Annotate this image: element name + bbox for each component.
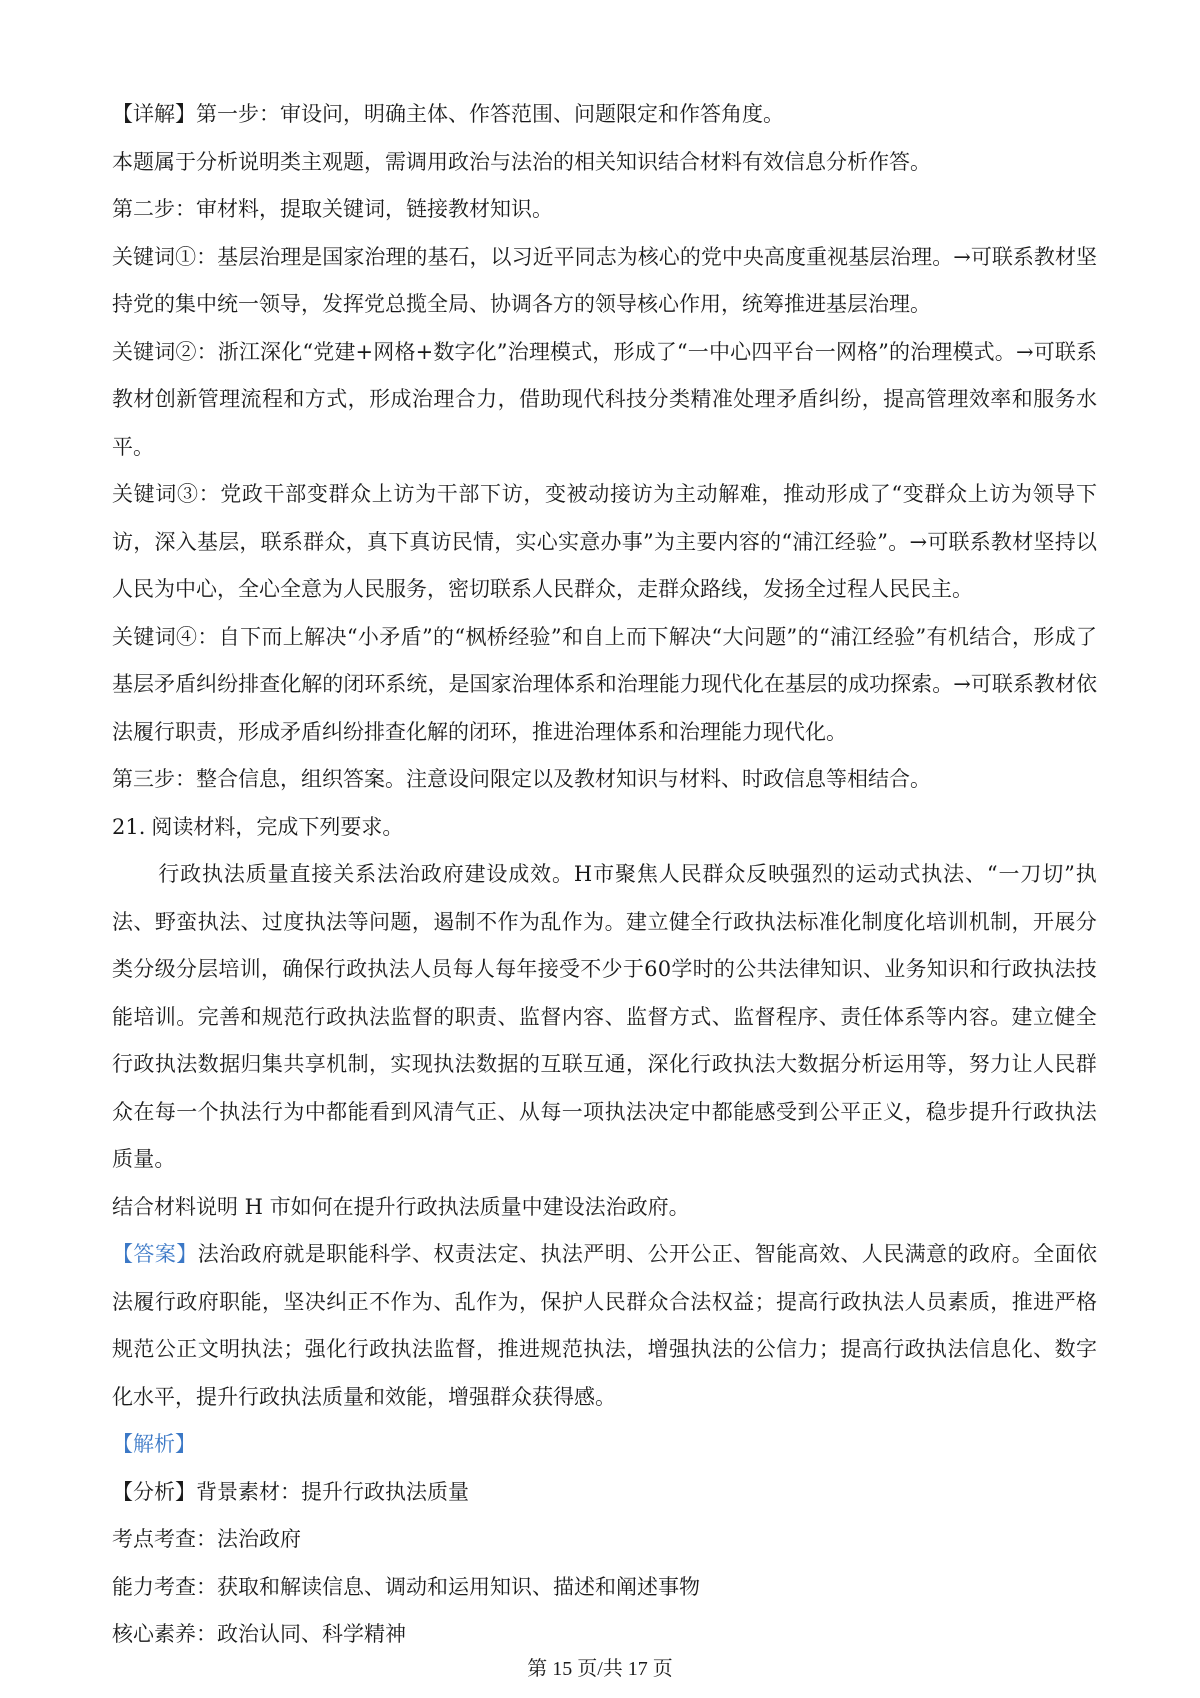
analysis-ability: 能力考查：获取和解读信息、调动和运用知识、描述和阐述事物 xyxy=(112,1574,700,1599)
analysis-tag: 【解析】 xyxy=(112,1432,196,1456)
answer-block xyxy=(112,1231,1097,1421)
analysis-literacy: 核心素养：政治认同、科学精神 xyxy=(112,1622,406,1646)
explanation-keyword-3: 关键词③：党政干部变群众上访为干部下访，变被动接访为主动解难，推动形成了“变群众上访为领导下访，深入基层，联系群众，真下真访民情，实心实意办事”为主要内容的“浦江经验”。→可联系教材坚持以人民为中心，全心全意为人民服务，密切联系人民群众，走群众路线，发扬全过程人民民主。 xyxy=(112,482,1097,601)
explanation-keyword-2: 关键词②：浙江深化“党建+网格+数字化”治理模式，形成了“一中心四平台一网格”的治理模式。→可联系教材创新管理流程和方式，形成治理合力，借助现代科技分类精准处理矛盾纠纷，提高管理效率和服务水平。 xyxy=(112,339,1097,459)
question-21-header xyxy=(112,804,1097,852)
question-prompt: 阅读材料，完成下列要求。 xyxy=(151,814,404,839)
answer-text: 法治政府就是职能科学、权责法定、执法严明、公开公正、智能高效、人民满意的政府。全面依法履行政府职能，坚决纠正不作为、乱作为，保护人民群众合法权益；提高行政执法人员素质，推进严格规范公正文明执法；强化行政执法监督，推进规范执法，增强执法的公信力；提高行政执法信息化、数字化水平，提升行政执法质量和效能，增强群众获得感。 xyxy=(112,1242,1098,1409)
analysis-background: 【分析】背景素材：提升行政执法质量 xyxy=(112,1479,469,1504)
explanation-type-note: 本题属于分析说明类主观题，需调用政治与法治的相关知识结合材料有效信息分析作答。 xyxy=(112,149,931,174)
answer-tag: 【答案】 xyxy=(112,1242,198,1266)
explanation-step1: 【详解】第一步：审设问，明确主体、作答范围、问题限定和作答角度。 xyxy=(112,102,784,126)
explanation-step2: 第二步：审材料，提取关键词，链接教材知识。 xyxy=(112,197,553,221)
question-material: 行政执法质量直接关系法治政府建设成效。H市聚焦人民群众反映强烈的运动式执法、“一刀切”执法、野蛮执法、过度执法等问题，遏制不作为乱作为。建立健全行政执法标准化制度化培训机制，开展分类分级分层培训，确保行政执法人员每人每年接受不少于60学时的公共法律知识、业务知识和行政执法技能培训。完善和规范行政执法监督的职责、监督内容、监督方式、监督程序、责任体系等内容。建立健全行政执法数据归集共享机制，实现执法数据的互联互通，深化行政执法大数据分析运用等，努力让人民群众在每一个执法行为中都能看到风清气正、从每一项执法决定中都能感受到公平正义，稳步提升行政执法质量。 xyxy=(112,862,1097,1171)
analysis-heading xyxy=(112,1421,1097,1469)
explanation-keyword-4: 关键词④：自下而上解决“小矛盾”的“枫桥经验”和自上而下解决“大问题”的“浦江经验”有机结合，形成了基层矛盾纠纷排查化解的闭环系统，是国家治理体系和治理能力现代化在基层的成功探索。→可联系教材依法履行职责，形成矛盾纠纷排查化解的闭环，推进治理体系和治理能力现代化。 xyxy=(112,624,1097,744)
explanation-step3: 第三步：整合信息，组织答案。注意设问限定以及教材知识与材料、时政信息等相结合。 xyxy=(112,767,931,791)
explanation-keyword-1: 关键词①：基层治理是国家治理的基石，以习近平同志为核心的党中央高度重视基层治理。→可联系教材坚持党的集中统一领导，发挥党总揽全局、协调各方的领导核心作用，统筹推进基层治理。 xyxy=(112,244,1097,316)
question-number: 21. xyxy=(112,814,146,839)
page-footer: 第 15 页/共 17 页 xyxy=(527,1658,673,1680)
analysis-knowledge-point: 考点考查：法治政府 xyxy=(112,1527,301,1551)
question-text: 结合材料说明 H 市如何在提升行政执法质量中建设法治政府。 xyxy=(112,1194,690,1219)
document-page xyxy=(112,91,1098,1646)
